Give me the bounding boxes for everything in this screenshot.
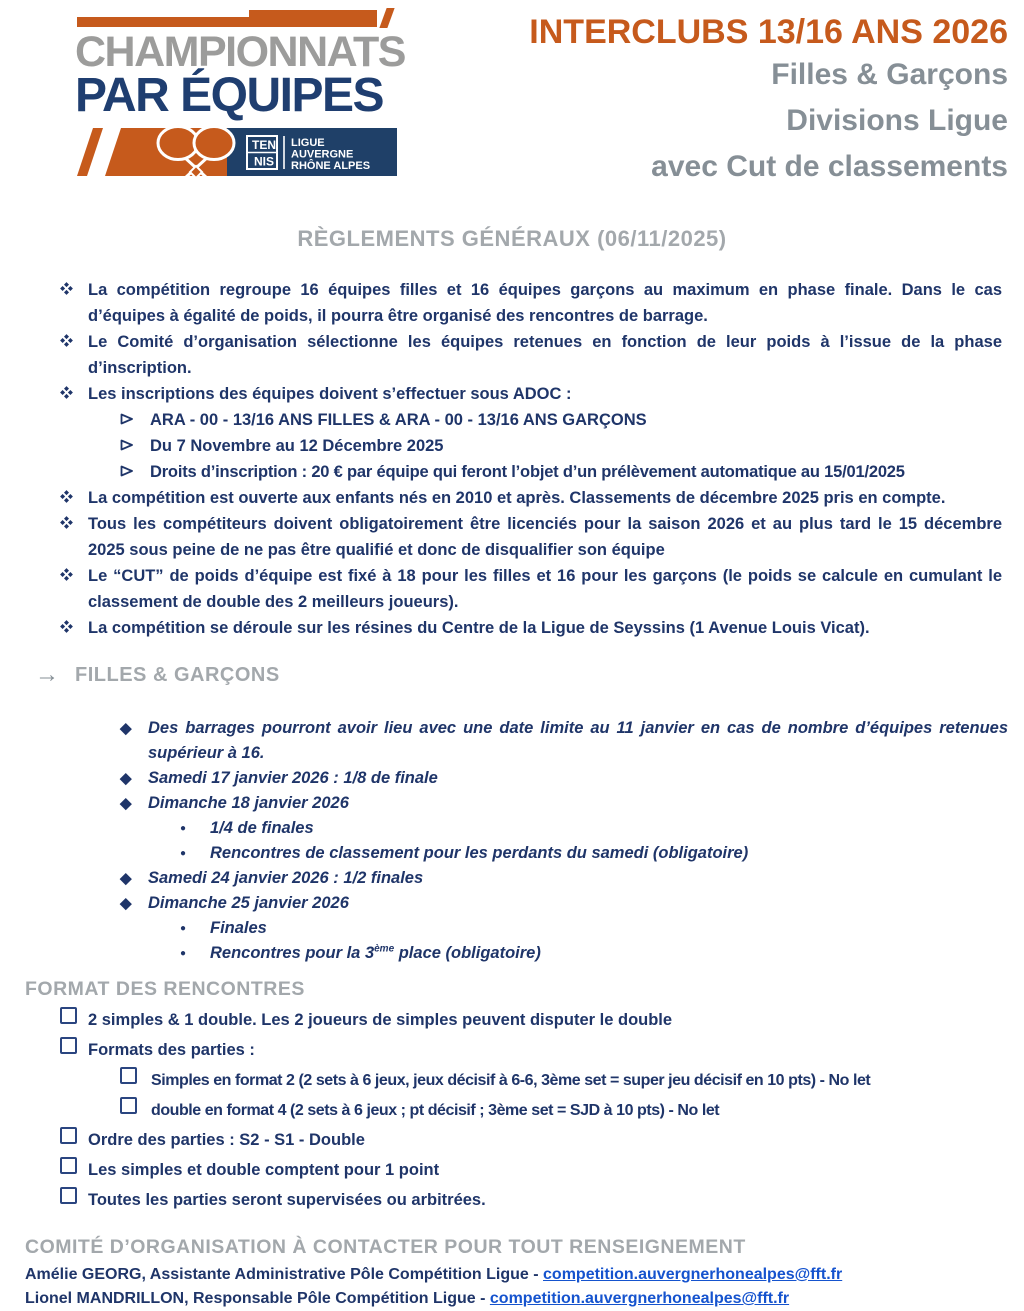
checkbox-bullet-icon	[120, 1097, 137, 1114]
format-item	[60, 1157, 1010, 1184]
contact-email-link[interactable]: competition.auvergnerhonealpes@fft.fr	[489, 1290, 790, 1307]
filles-garcons-heading	[35, 661, 1024, 689]
checkbox-bullet-icon	[120, 1067, 137, 1084]
format-text: Les simples et double comptent pour 1 point	[88, 1161, 440, 1179]
format-sub-item	[120, 1097, 1016, 1124]
format-item	[60, 1037, 1010, 1064]
contact-email-link[interactable]: competition.auvergnerhonealpes@fft.fr	[543, 1266, 843, 1283]
format-text: Formats des parties :	[88, 1041, 255, 1059]
schedule-item	[120, 891, 1008, 916]
rule-item	[60, 511, 1002, 563]
rule-sub-text: ARA - 00 - 13/16 ANS FILLES & ARA - 00 - 13/16 ANS GARÇONS	[150, 411, 647, 429]
schedule-sub-text: Rencontres pour la 3ème place (obligatoire)	[210, 943, 541, 962]
schedule-sub-item	[180, 841, 1010, 866]
svg-text:RHÔNE ALPES: RHÔNE ALPES	[291, 160, 371, 172]
logo-bar-thin	[77, 17, 249, 27]
format-item	[60, 1127, 1010, 1154]
checkbox-bullet-icon	[60, 1187, 77, 1204]
schedule-text: Dimanche 18 janvier 2026	[148, 794, 349, 812]
championnats-par-equipes-logo	[75, 8, 405, 185]
contact-section-heading: COMITÉ D’ORGANISATION À CONTACTER POUR TOUT RENSEIGNEMENT	[25, 1236, 746, 1258]
logo-title-line1: CHAMPIONNATS	[75, 28, 405, 76]
contact-name-role: Lionel MANDRILLON, Responsable Pôle Compétition Ligue -	[25, 1290, 490, 1307]
four-diamond-bullet-icon	[60, 615, 73, 641]
rule-text: Le “CUT” de poids d’équipe est fixé à 18 pour les filles et 16 pour les garçons (le poids se calcule en cumulant le classement de double des 2 meilleurs joueurs).	[88, 567, 1002, 611]
rule-item	[60, 615, 1002, 641]
rules-section-title: RÈGLEMENTS GÉNÉRAUX (06/11/2025)	[297, 226, 727, 251]
page-subtitle-2: Divisions Ligue	[786, 104, 1008, 137]
four-diamond-bullet-icon	[60, 329, 73, 355]
four-diamond-bullet-icon	[60, 563, 73, 589]
circle-bullet-icon: ●	[180, 823, 187, 834]
four-diamond-bullet-icon	[60, 485, 73, 511]
format-item	[60, 1007, 1010, 1034]
checkbox-bullet-icon	[60, 1037, 77, 1054]
format-text: Ordre des parties : S2 - S1 - Double	[88, 1131, 365, 1149]
logo-bar-thick	[249, 10, 377, 27]
logo-banner	[75, 124, 397, 185]
format-item	[60, 1187, 1010, 1214]
schedule-item	[120, 716, 1008, 766]
filles-garcons-schedule-list	[0, 716, 1024, 966]
contact-name-role: Amélie GEORG, Assistante Administrative Pôle Compétition Ligue -	[25, 1266, 544, 1283]
diamond-bullet-icon: ◆	[120, 895, 132, 912]
rule-sub-item	[120, 407, 1010, 433]
schedule-text: Samedi 24 janvier 2026 : 1/2 finales	[148, 869, 424, 887]
rule-text: La compétition se déroule sur les résines du Centre de la Ligue de Seyssins (1 Avenue Louis Vicat).	[88, 619, 870, 637]
schedule-item	[120, 791, 1008, 816]
diamond-bullet-icon: ◆	[120, 720, 132, 737]
logo-title-line2: PAR ÉQUIPES	[75, 69, 384, 122]
format-sub-text: Simples en format 2 (2 sets à 6 jeux, jeux décisif à 6-6, 3ème set = super jeu décisif en 10 pts) - No let	[151, 1072, 871, 1089]
logo-top-bar	[75, 8, 397, 28]
checkbox-bullet-icon	[60, 1127, 77, 1144]
format-list	[0, 1007, 1024, 1214]
circle-bullet-icon: ●	[180, 923, 187, 934]
rule-text: Les inscriptions des équipes doivent s’effectuer sous ADOC :	[88, 385, 572, 403]
format-text: 2 simples & 1 double. Les 2 joueurs de simples peuvent disputer le double	[88, 1011, 673, 1029]
contact-line	[25, 1287, 1024, 1311]
schedule-sub-text: Finales	[210, 919, 267, 937]
rule-item	[60, 277, 1002, 329]
svg-text:NIS: NIS	[254, 154, 275, 169]
svg-text:LIGUE: LIGUE	[291, 137, 325, 149]
schedule-text: Samedi 17 janvier 2026 : 1/8 de finale	[148, 769, 438, 787]
schedule-sub-text: 1/4 de finales	[210, 819, 314, 837]
document-title-block	[529, 12, 1008, 190]
rule-sub-text: Du 7 Novembre au 12 Décembre 2025	[150, 437, 444, 455]
page-subtitle-1: Filles & Garçons	[771, 58, 1008, 91]
checkbox-bullet-icon	[60, 1007, 77, 1024]
rule-text: La compétition est ouverte aux enfants nés en 2010 et après. Classements de décembre 2025 pris en compte.	[88, 489, 946, 507]
diamond-bullet-icon: ◆	[120, 870, 132, 887]
schedule-text: Des barrages pourront avoir lieu avec une date limite au 11 janvier en cas de nombre d’équipes retenues supérieur à 16.	[148, 719, 1008, 762]
four-diamond-bullet-icon	[60, 277, 73, 303]
schedule-item	[120, 766, 1008, 791]
rule-sub-item	[120, 433, 1010, 459]
arrowhead-bullet-icon	[120, 433, 134, 459]
tennis-ligue-banner-graphic	[75, 124, 397, 180]
logo-slash-icon	[379, 8, 394, 28]
schedule-sub-item	[180, 816, 1010, 841]
format-sub-item	[120, 1067, 1016, 1094]
contact-line	[25, 1263, 1024, 1287]
checkbox-bullet-icon	[60, 1157, 77, 1174]
circle-bullet-icon: ●	[180, 848, 187, 859]
filles-garcons-heading-label: FILLES & GARÇONS	[75, 663, 280, 686]
rule-item	[60, 563, 1002, 615]
page-title: INTERCLUBS 13/16 ANS 2026	[529, 13, 1008, 51]
rule-item	[60, 381, 1002, 407]
svg-text:TEN: TEN	[252, 138, 276, 152]
right-arrow-icon: →	[35, 661, 59, 688]
format-sub-text: double en format 4 (2 sets à 6 jeux ; pt décisif ; 3ème set = SJD à 10 pts) - No let	[151, 1102, 720, 1119]
diamond-bullet-icon: ◆	[120, 770, 132, 787]
format-section-heading: FORMAT DES RENCONTRES	[25, 978, 305, 1000]
four-diamond-bullet-icon	[60, 381, 73, 407]
format-text: Toutes les parties seront supervisées ou arbitrées.	[88, 1191, 486, 1209]
circle-bullet-icon: ●	[180, 948, 187, 959]
rule-text: Le Comité d’organisation sélectionne les équipes retenues en fonction de leur poids à l’issue de la phase d’inscription.	[88, 333, 1002, 377]
four-diamond-bullet-icon	[60, 511, 73, 537]
schedule-item	[120, 866, 1008, 891]
rule-text: Tous les compétiteurs doivent obligatoirement être licenciés pour la saison 2026 et au plus tard le 15 décembre 2025 sous peine de ne pas être qualifié et donc de disqualifier son équipe	[88, 515, 1002, 559]
arrowhead-bullet-icon	[120, 407, 134, 433]
rule-item	[60, 329, 1002, 381]
schedule-sub-item	[180, 941, 1010, 966]
svg-text:AUVERGNE: AUVERGNE	[291, 148, 354, 161]
rule-text: La compétition regroupe 16 équipes filles et 16 équipes garçons au maximum en phase finale. Dans le cas d’équipes à égalité de poids, il pourra être organisé des rencontres de barrage.	[88, 281, 1002, 325]
schedule-sub-item	[180, 916, 1010, 941]
page-subtitle-3: avec Cut de classements	[651, 150, 1008, 183]
rule-sub-item	[120, 459, 1010, 485]
diamond-bullet-icon: ◆	[120, 795, 132, 812]
document-header	[0, 0, 1024, 200]
schedule-text: Dimanche 25 janvier 2026	[148, 894, 349, 912]
schedule-sub-text: Rencontres de classement pour les perdants du samedi (obligatoire)	[210, 844, 749, 862]
arrowhead-bullet-icon	[120, 459, 134, 485]
general-rules-list	[0, 277, 1024, 641]
rule-item	[60, 485, 1002, 511]
rule-sub-text: Droits d’inscription : 20 € par équipe qui feront l’objet d’un prélèvement automatique au 15/01/2025	[150, 463, 905, 481]
